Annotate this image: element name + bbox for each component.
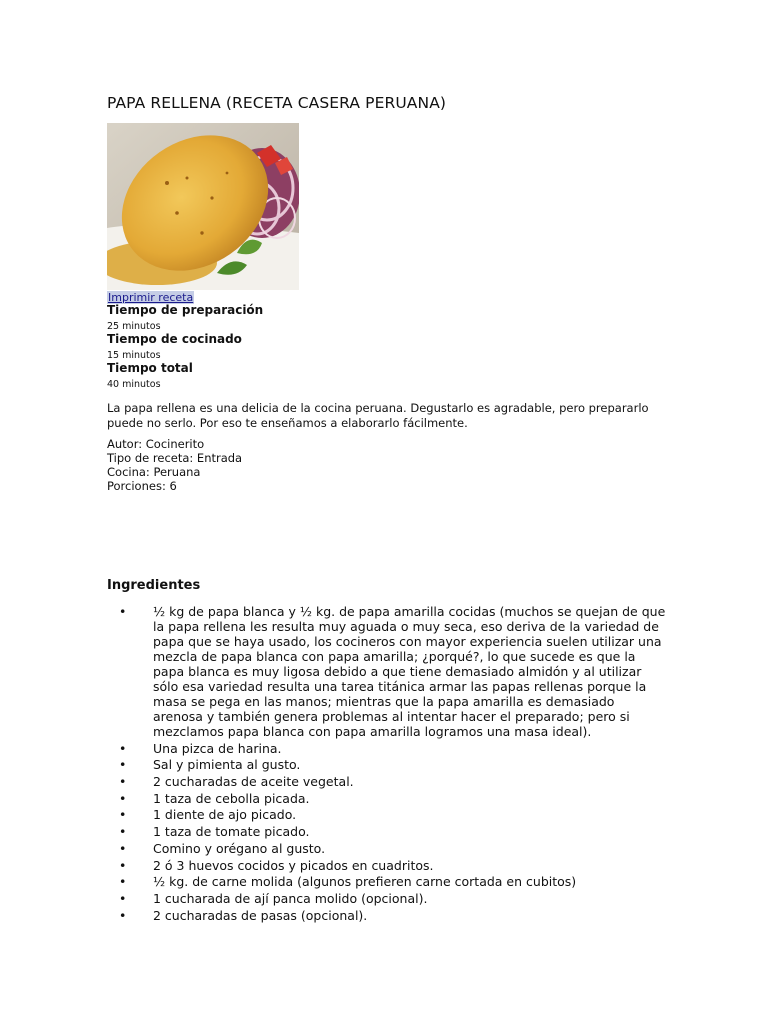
bullet-icon: • [119, 840, 127, 856]
ingredient-text: Comino y orégano al gusto. [153, 840, 326, 856]
total-time-value: 40 minutos [107, 379, 161, 390]
cook-time-value: 15 minutos [107, 350, 161, 361]
print-recipe-link[interactable]: Imprimir receta [108, 291, 194, 304]
bullet-icon: • [119, 740, 127, 756]
list-item [107, 791, 667, 806]
list-item [107, 874, 667, 889]
list-item [107, 774, 667, 789]
ingredient-text: Sal y pimienta al gusto. [153, 757, 301, 773]
ingredient-text: 2 cucharadas de pasas (opcional). [153, 907, 368, 923]
list-item [107, 858, 667, 873]
page-title: PAPA RELLENA (RECETA CASERA PERUANA) [107, 94, 447, 112]
recipe-intro: La papa rellena es una delicia de la cocina peruana. Degustarlo es agradable, pero prepararlo puede no serlo. Por eso te enseñamos a elaborarlo fácilmente. [107, 401, 649, 430]
meta-author: Autor: Cocinerito [107, 437, 205, 451]
list-item [107, 824, 667, 839]
bullet-icon: • [119, 790, 127, 806]
ingredient-text: 2 cucharadas de aceite vegetal. [153, 774, 354, 790]
papa-rellena-image [107, 123, 299, 290]
ingredient-text: 2 ó 3 huevos cocidos y picados en cuadritos. [153, 857, 434, 873]
ingredients-list [107, 604, 667, 924]
bullet-icon: • [119, 604, 127, 619]
recipe-photo [107, 123, 299, 290]
ingredient-text: Una pizca de harina. [153, 740, 282, 756]
list-item [107, 807, 667, 822]
recipe-meta [107, 437, 242, 493]
meta-recipe-type: Tipo de receta: Entrada [107, 451, 243, 465]
ingredient-text: 1 cucharada de ají panca molido (opcional). [153, 890, 428, 906]
ingredient-text: 1 taza de cebolla picada. [153, 790, 310, 806]
ingredient-text: ½ kg de papa blanca y ½ kg. de papa amarilla cocidas (muchos se quejan de que la papa rellena les resulta muy aguada o muy seca, eso deriva de la variedad de papa que se haya usado, los cocineros con mayor experiencia suelen utilizar una mezcla de papa blanca con papa amarilla; ¿porqué?, lo que sucede es que la papa blanca es muy ligosa debido a que tiene demasiado almidón y al utilizar sólo esa variedad resulta una tarea titánica armar las papas rellenas porque la masa se pega en las manos; mientras que la papa amarilla es demasiado arenosa y también genera problemas al intentar hacer el preparado; pero si mezclamos papa blanca con papa amarilla logramos una masa ideal). [153, 604, 666, 739]
bullet-icon: • [119, 824, 127, 840]
ingredient-text: ½ kg. de carne molida (algunos prefieren carne cortada en cubitos) [153, 874, 577, 890]
bullet-icon: • [119, 874, 127, 890]
bullet-icon: • [119, 890, 127, 906]
ingredients-heading: Ingredientes [107, 578, 201, 593]
prep-time-label: Tiempo de preparación [107, 303, 264, 317]
list-item [107, 757, 667, 772]
ingredient-text: 1 diente de ajo picado. [153, 807, 297, 823]
list-item [107, 908, 667, 923]
total-time-label: Tiempo total [107, 361, 193, 375]
bullet-icon: • [119, 774, 127, 790]
prep-time-value: 25 minutos [107, 321, 161, 332]
list-item [107, 741, 667, 756]
bullet-icon: • [119, 757, 127, 773]
ingredient-text: 1 taza de tomate picado. [153, 824, 310, 840]
list-item [107, 604, 667, 739]
meta-servings: Porciones: 6 [107, 479, 177, 493]
cook-time-label: Tiempo de cocinado [107, 332, 242, 346]
bullet-icon: • [119, 857, 127, 873]
meta-cuisine: Cocina: Peruana [107, 465, 201, 479]
list-item [107, 891, 667, 906]
bullet-icon: • [119, 907, 127, 923]
list-item [107, 841, 667, 856]
bullet-icon: • [119, 807, 127, 823]
